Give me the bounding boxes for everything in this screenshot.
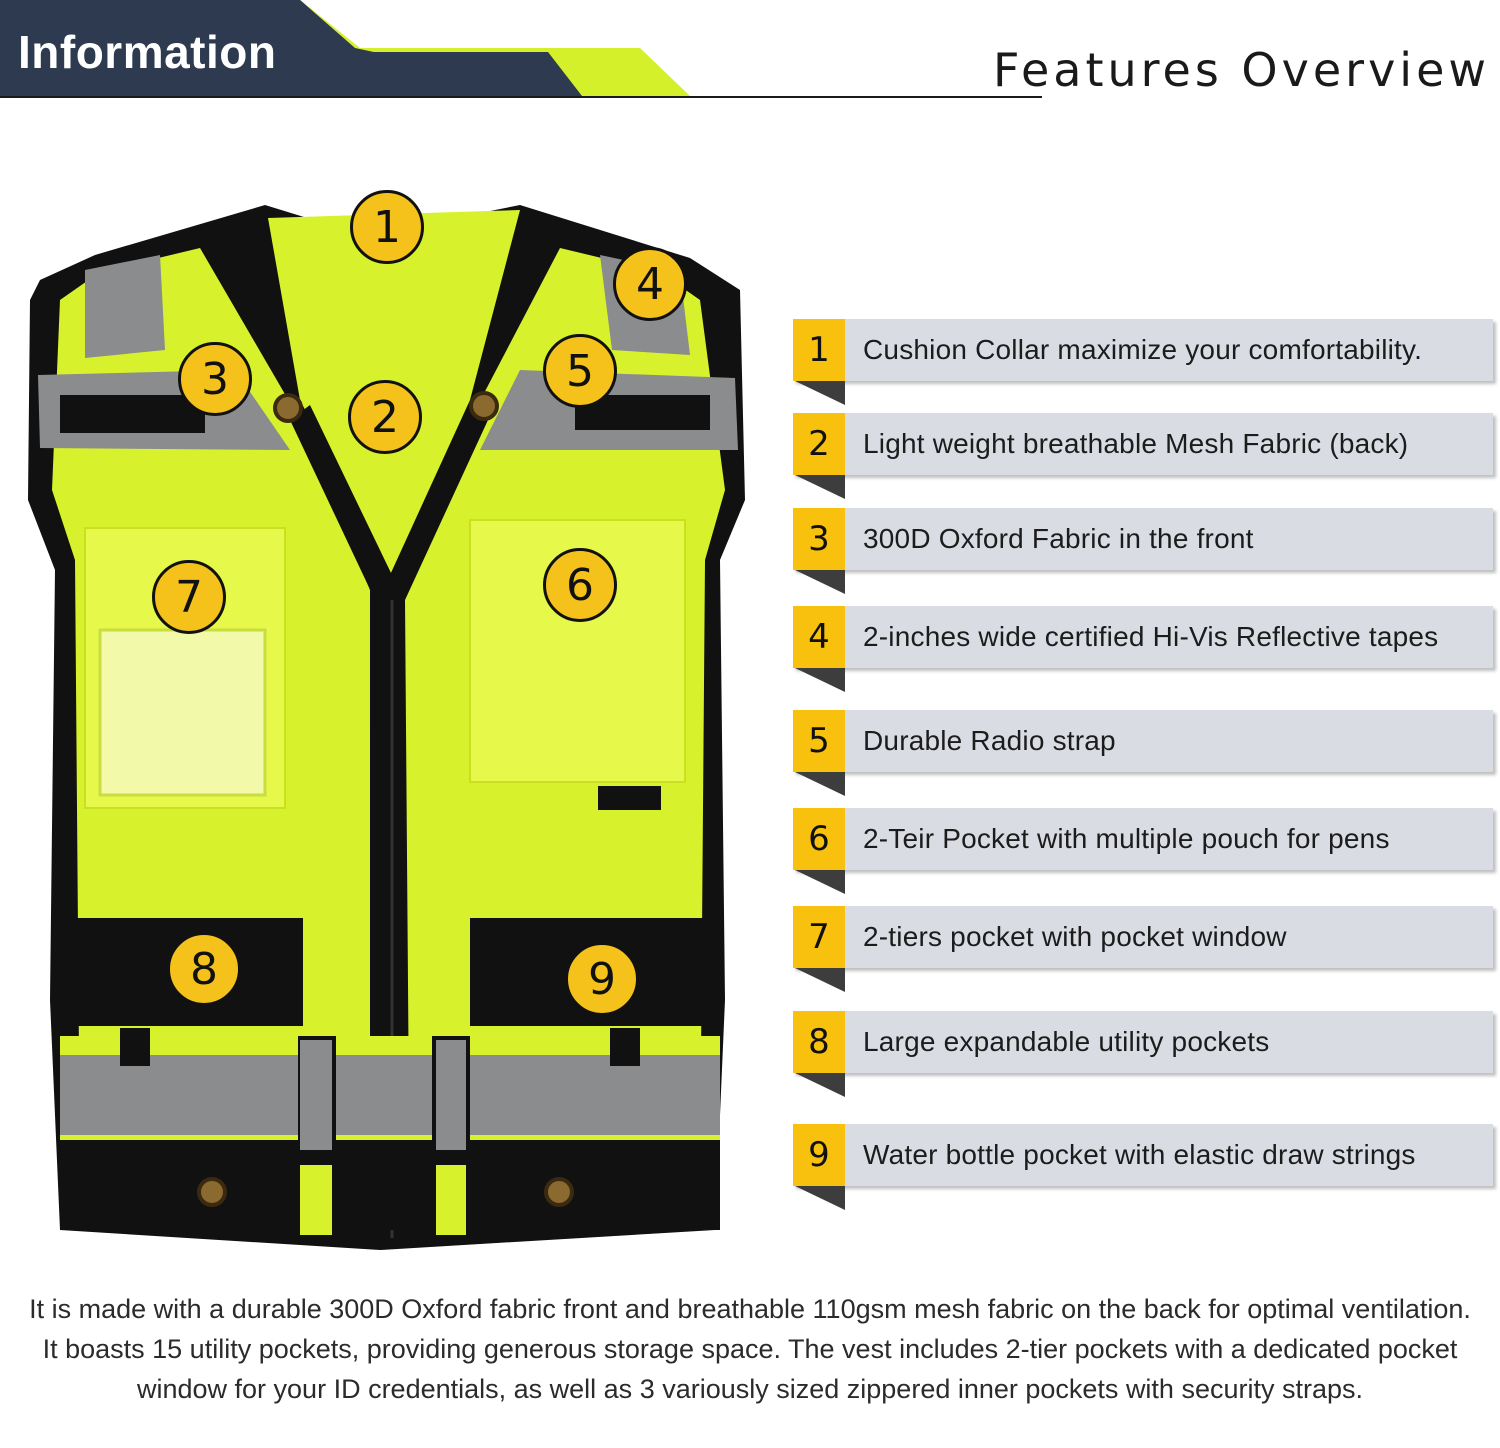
feature-number: 8 — [793, 1011, 845, 1073]
feature-number: 4 — [793, 606, 845, 668]
feature-label: Durable Radio strap — [863, 725, 1116, 756]
callout-2: 2 — [348, 380, 422, 454]
feature-item — [793, 413, 1498, 503]
feature-number: 1 — [793, 319, 845, 381]
id-pocket-window — [100, 630, 265, 795]
feature-item — [793, 710, 1498, 800]
feature-item — [793, 508, 1498, 598]
feature-label: Water bottle pocket with elastic draw strings — [863, 1139, 1416, 1170]
feature-item — [793, 906, 1498, 996]
feature-item — [793, 1124, 1498, 1214]
callout-7: 7 — [152, 560, 226, 634]
feature-number: 9 — [793, 1124, 845, 1186]
information-badge-title: Information — [18, 26, 277, 78]
feature-number: 5 — [793, 710, 845, 772]
safety-vest-illustration — [0, 170, 760, 1260]
feature-number: 2 — [793, 413, 845, 475]
feature-number: 7 — [793, 906, 845, 968]
feature-label: Cushion Collar maximize your comfortability. — [863, 334, 1423, 365]
lower-reflective-tape — [60, 1055, 720, 1135]
callout-8: 8 — [167, 932, 241, 1006]
feature-item — [793, 319, 1498, 409]
callout-1: 1 — [350, 190, 424, 264]
product-description: It is made with a durable 300D Oxford fabric front and breathable 110gsm mesh fabric on the back for optimal ventilation. It boasts 15 utility pockets, providing generous storage space. The vest includes 2-tier pockets with a dedicated pocket window for your ID credentials, as well as 3 variously sized zippered inner pockets with security straps. — [29, 1294, 1471, 1404]
features-overview-title: Features Overview — [993, 43, 1490, 97]
feature-label: 2-tiers pocket with pocket window — [863, 921, 1287, 952]
feature-number: 6 — [793, 808, 845, 870]
feature-label: 2-inches wide certified Hi-Vis Reflective tapes — [863, 621, 1439, 652]
left-chest-strap — [60, 395, 205, 433]
feature-label: Large expandable utility pockets — [863, 1026, 1270, 1057]
feature-label: 2-Teir Pocket with multiple pouch for pens — [863, 823, 1390, 854]
callout-3: 3 — [178, 342, 252, 416]
callout-9: 9 — [565, 942, 639, 1016]
callout-6: 6 — [543, 548, 617, 622]
feature-label: 300D Oxford Fabric in the front — [863, 523, 1254, 554]
feature-label: Light weight breathable Mesh Fabric (back) — [863, 428, 1409, 459]
feature-item — [793, 808, 1498, 898]
feature-item — [793, 1011, 1498, 1101]
feature-number: 3 — [793, 508, 845, 570]
feature-item — [793, 606, 1498, 696]
callout-5: 5 — [543, 334, 617, 408]
left-shoulder-tape — [85, 255, 165, 358]
callout-4: 4 — [613, 247, 687, 321]
pen-strap — [598, 786, 661, 810]
